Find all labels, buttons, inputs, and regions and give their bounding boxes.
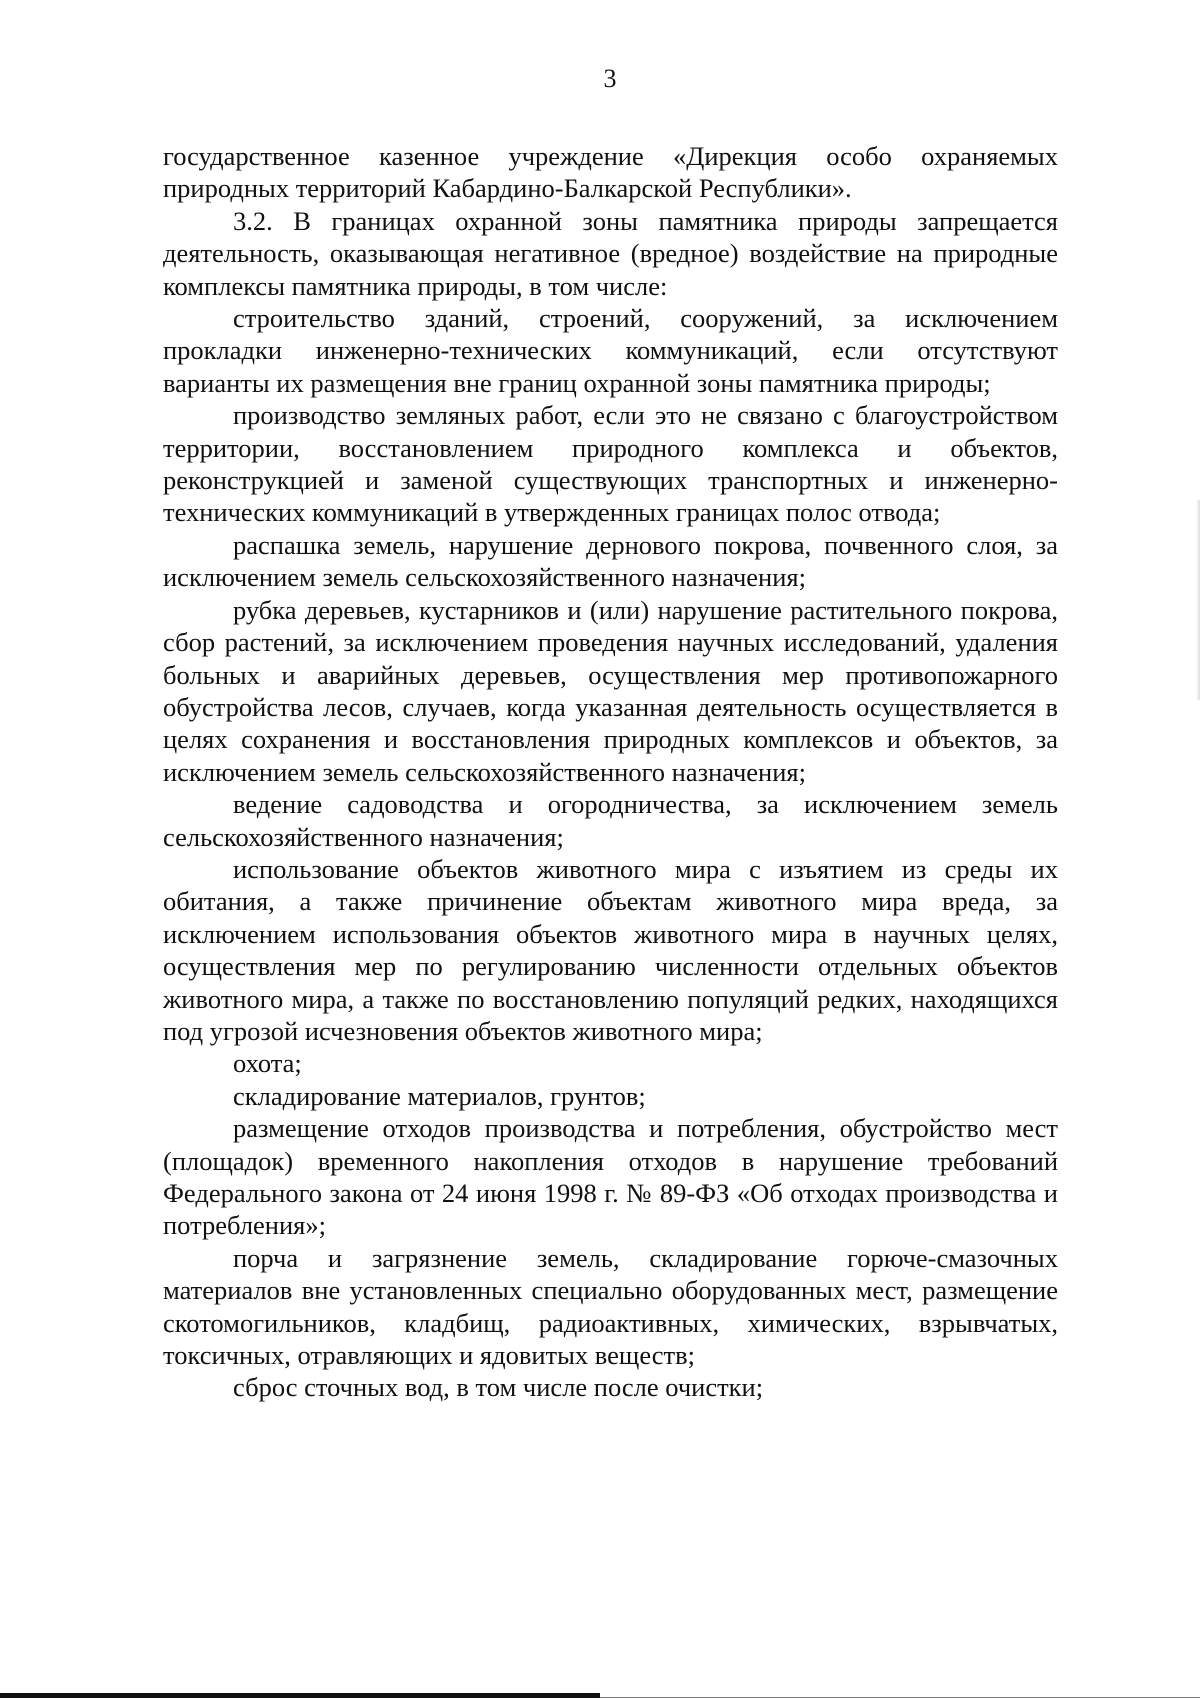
paragraph-clause-3-2: 3.2. В границах охранной зоны памятника природы запрещается деятельность, оказывающая негативное (вредное) воздействие на природные комплексы памятника природы, в том числе: bbox=[163, 205, 1058, 301]
paragraph-list-item: сброс сточных вод, в том числе после очистки; bbox=[233, 1372, 764, 1403]
page-number: 3 bbox=[603, 64, 617, 93]
paragraph-list-item: порча и загрязнение земель, складирование горюче-смазочных материалов вне установленных специально оборудованных мест, размещение скотомогильников, кладбищ, радиоактивных, химических, взрывчатых, токсичных, отравляющих и ядовитых веществ; bbox=[163, 1242, 1058, 1371]
paragraph-list-item: рубка деревьев, кустарников и (или) нарушение растительного покрова, сбор растений, за исключением проведения научных исследований, удаления больных и аварийных деревьев, осуществления мер противопожарного обустройства лесов, случаев, когда указанная деятельность осуществляется в целях сохранения и восстановления природных комплексов и объектов, за исключением земель сельскохозяйственного назначения; bbox=[163, 594, 1058, 787]
paragraph-continuation: государственное казенное учреждение «Дирекция особо охраняемых природных территорий Кабардино-Балкарской Республики». bbox=[163, 141, 1058, 204]
scan-edge-shadow bbox=[1196, 500, 1200, 700]
scan-edge-bottom-bar bbox=[0, 1693, 600, 1698]
document-body bbox=[163, 140, 1058, 1404]
paragraph-list-item: использование объектов животного мира с изъятием из среды их обитания, а также причинение объектам животного мира вреда, за исключением использования объектов животного мира в научных целях, осуществления мер по регулированию численности отдельных объектов животного мира, а также по восстановлению популяций редких, находящихся под угрозой исчезновения объектов животного мира; bbox=[163, 853, 1058, 1046]
paragraph-list-item: производство земляных работ, если это не связано с благоустройством территории, восстановлением природного комплекса и объектов, реконструкцией и заменой существующих транспортных и инженерно-технических коммуникаций в утвержденных границах полос отвода; bbox=[163, 400, 1058, 528]
paragraph-list-item: строительство зданий, строений, сооружений, за исключением прокладки инженерно-технических коммуникаций, если отсутствуют варианты их размещения вне границ охранной зоны памятника природы; bbox=[163, 303, 1058, 398]
paragraph-list-item: распашка земель, нарушение дернового покрова, почвенного слоя, за исключением земель сельскохозяйственного назначения; bbox=[163, 529, 1058, 593]
paragraph-list-item: ведение садоводства и огородничества, за исключением земель сельскохозяйственного назначения; bbox=[163, 789, 1058, 852]
paragraph-list-item: складирование материалов, грунтов; bbox=[233, 1080, 646, 1111]
paragraph-list-item: размещение отходов производства и потребления, обустройство мест (площадок) временного накопления отходов в нарушение требований Федерального закона от 24 июня 1998 г. № 89-ФЗ «Об отходах производства и потребления»; bbox=[163, 1113, 1058, 1241]
paragraph-list-item: охота; bbox=[233, 1048, 302, 1079]
